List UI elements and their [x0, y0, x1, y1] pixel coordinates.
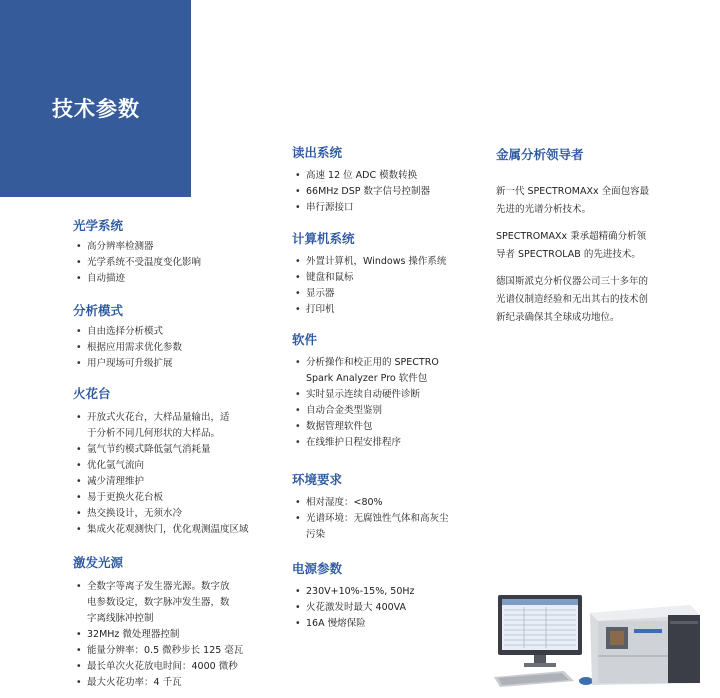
list-item: • 根据应用需求优化参数	[73, 340, 182, 356]
list-item: • 数据管理软件包	[292, 419, 439, 435]
list-item-line: • 分析操作和校正用的 SPECTRO	[306, 357, 439, 368]
list-item: • 自动合金类型鉴别	[292, 403, 439, 419]
paragraph-line: 导者 SPECTROLAB 的先进技术。	[496, 249, 641, 260]
list-item: • 16A 慢熔保险	[292, 616, 415, 632]
list-item-line: Spark Analyzer Pro 软件包	[306, 373, 428, 384]
keyboard-image	[494, 671, 574, 687]
list-item: • 显示器	[292, 286, 446, 302]
list-item: • 火花激发时最大 400VA	[292, 600, 415, 616]
paragraph	[496, 183, 649, 219]
list-item-line: • 光谱环境：无腐蚀性气体和高灰尘	[306, 513, 449, 524]
computer-title: 计算机系统	[292, 231, 355, 246]
list-item: • 串行源接口	[292, 200, 430, 216]
list-item: • 最长单次火花放电时间：4000 微秒	[73, 659, 243, 675]
power-section	[292, 559, 415, 632]
list-item-line: 字离线脉冲控制	[87, 613, 154, 624]
list-item: • 高速 12 位 ADC 模数转换	[292, 168, 430, 184]
paragraph-line: 德国斯派克分析仪器公司三十多年的	[496, 276, 649, 287]
optical-title: 光学系统	[73, 218, 124, 233]
readout-section	[292, 143, 430, 216]
product-photo	[494, 585, 706, 690]
list-item: • 用户现场可升级扩展	[73, 356, 182, 372]
list-item: • 能量分辨率：0.5 微秒步长 125 毫瓦	[73, 643, 243, 659]
list-item: • 自动描迹	[73, 271, 201, 287]
spark-title: 火花台	[73, 386, 111, 401]
list-item: • 氩气节约模式降低氩气消耗量	[73, 442, 249, 458]
list-item: • 键盘和鼠标	[292, 270, 446, 286]
list-item: • 易于更换火花台板	[73, 490, 249, 506]
monitor-image	[498, 595, 582, 667]
list-item	[73, 579, 243, 627]
paragraph	[496, 273, 649, 327]
list-item-line: • 开放式火花台，大样品量输出，适	[87, 412, 230, 423]
list-item: • 230V+10%-15%, 50Hz	[292, 584, 415, 600]
list-item: • 集成火花观测快门，优化观测温度区域	[73, 522, 249, 538]
paragraph-line: 光谱仪制造经验和无出其右的技术创	[496, 294, 649, 305]
list-item: • 高分辨率检测器	[73, 239, 201, 255]
page-title: 技术参数	[52, 97, 140, 121]
list-item	[292, 355, 439, 387]
title-block	[0, 0, 191, 197]
source-section	[73, 553, 243, 691]
list-item: • 外置计算机，Windows 操作系统	[292, 254, 446, 270]
spark-section	[73, 384, 249, 538]
software-title: 软件	[292, 332, 318, 347]
paragraph-line: 新一代 SPECTROMAXx 全面包容最	[496, 186, 650, 197]
paragraph-line: 新纪录确保其全球成功地位。	[496, 312, 620, 323]
list-item: • 实时显示连续自动硬件诊断	[292, 387, 439, 403]
list-item: • 减少清理维护	[73, 474, 249, 490]
list-item-line: 污染	[306, 529, 326, 540]
list-item-line: • 全数字等离子发生器光源。数字放	[87, 581, 230, 592]
leader-title: 金属分析领导者	[496, 147, 584, 162]
paragraph	[496, 228, 649, 264]
paragraph-line: 先进的光谱分析技术。	[496, 204, 592, 215]
paragraph-line: SPECTROMAXx 秉承超精确分析领	[496, 231, 647, 242]
mouse-image	[579, 677, 593, 685]
source-title: 激发光源	[73, 555, 124, 570]
readout-title: 读出系统	[292, 145, 343, 160]
software-section	[292, 330, 439, 451]
list-item: • 在线维护日程安排程序	[292, 435, 439, 451]
optical-section	[73, 216, 201, 287]
list-item: • 打印机	[292, 302, 446, 318]
list-item: • 光学系统不受温度变化影响	[73, 255, 201, 271]
list-item: • 最大火花功率：4 千瓦	[73, 675, 243, 691]
env-section	[292, 470, 449, 543]
leader-section	[496, 145, 649, 327]
list-item	[73, 410, 249, 442]
computer-section	[292, 229, 446, 318]
list-item: • 相对湿度：<80%	[292, 495, 449, 511]
list-item: • 32MHz 微处理器控制	[73, 627, 243, 643]
list-item: • 优化氩气流向	[73, 458, 249, 474]
mode-title: 分析模式	[73, 303, 124, 318]
env-title: 环境要求	[292, 472, 343, 487]
list-item: • 热交换设计，无须水冷	[73, 506, 249, 522]
power-title: 电源参数	[292, 561, 343, 576]
list-item: • 自由选择分析模式	[73, 324, 182, 340]
list-item-line: 电参数设定，数字脉冲发生器，数	[87, 597, 230, 608]
mode-section	[73, 301, 182, 372]
list-item-line: 于分析不同几何形状的大样品。	[87, 428, 221, 439]
list-item	[292, 511, 449, 543]
spectrometer-image	[590, 605, 700, 685]
list-item: • 66MHz DSP 数字信号控制器	[292, 184, 430, 200]
